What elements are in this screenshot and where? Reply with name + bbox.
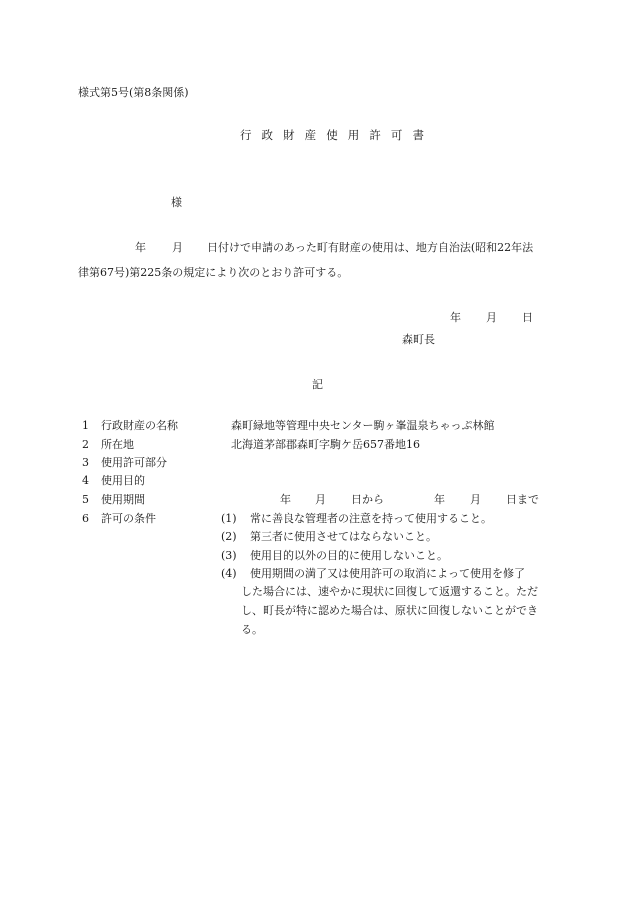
period-to-day: 日まで [506,493,539,506]
condition-number: (3) [221,549,237,562]
body-month: 月 [172,241,183,254]
condition-text: し、町長が特に認めた場合は、原状に回復しないことができ [241,604,538,617]
item-label: 使用目的 [101,474,145,487]
condition-text: 使用目的以外の目的に使用しないこと。 [250,549,448,562]
item-value: 森町緑地等管理中央センター駒ヶ峯温泉ちゃっぷ林館 [231,419,495,432]
body-line-2: 律第67号)第225条の規定により次のとおり許可する。 [78,266,349,279]
period-from-month: 月 [315,493,326,506]
issue-day: 日 [522,311,533,324]
item-value: 北海道茅部郡森町字駒ケ岳657番地16 [231,438,420,451]
issuer: 森町長 [402,333,435,346]
condition-text: した場合には、速やかに現状に回復して返還すること。ただ [241,585,538,598]
item-number: 6 [82,512,89,525]
period-from-day: 日から [351,493,384,506]
ki-heading: 記 [312,378,323,391]
item-number: 3 [82,456,89,469]
item-label: 許可の条件 [101,512,156,525]
issue-year: 年 [450,311,461,324]
condition-text: 常に善良な管理者の注意を持って使用すること。 [250,512,492,525]
period-to-year: 年 [434,493,445,506]
condition-number: (2) [221,530,237,543]
item-label: 使用許可部分 [101,456,167,469]
item-number: 1 [82,419,89,432]
period-to-month: 月 [470,493,481,506]
condition-text: 使用期間の満了又は使用許可の取消によって使用を修了 [250,567,525,580]
item-label: 使用期間 [101,493,145,506]
item-label: 行政財産の名称 [101,419,178,432]
body-day-text: 日付けで申請のあった町有財産の使用は、地方自治法(昭和22年法 [207,241,534,254]
condition-number: (4) [221,567,237,580]
condition-text: 第三者に使用させてはならないこと。 [250,530,437,543]
period-from-year: 年 [280,493,291,506]
item-label: 所在地 [101,438,134,451]
condition-text: る。 [241,623,263,636]
addressee-suffix: 様 [171,196,182,209]
item-number: 2 [82,438,89,451]
body-year: 年 [135,241,146,254]
issue-month: 月 [486,311,497,324]
item-number: 5 [82,493,89,506]
condition-number: (1) [221,512,237,525]
item-number: 4 [82,474,89,487]
document-title: 行 政 財 産 使 用 許 可 書 [240,128,428,142]
form-number: 様式第5号(第8条関係) [78,86,189,99]
